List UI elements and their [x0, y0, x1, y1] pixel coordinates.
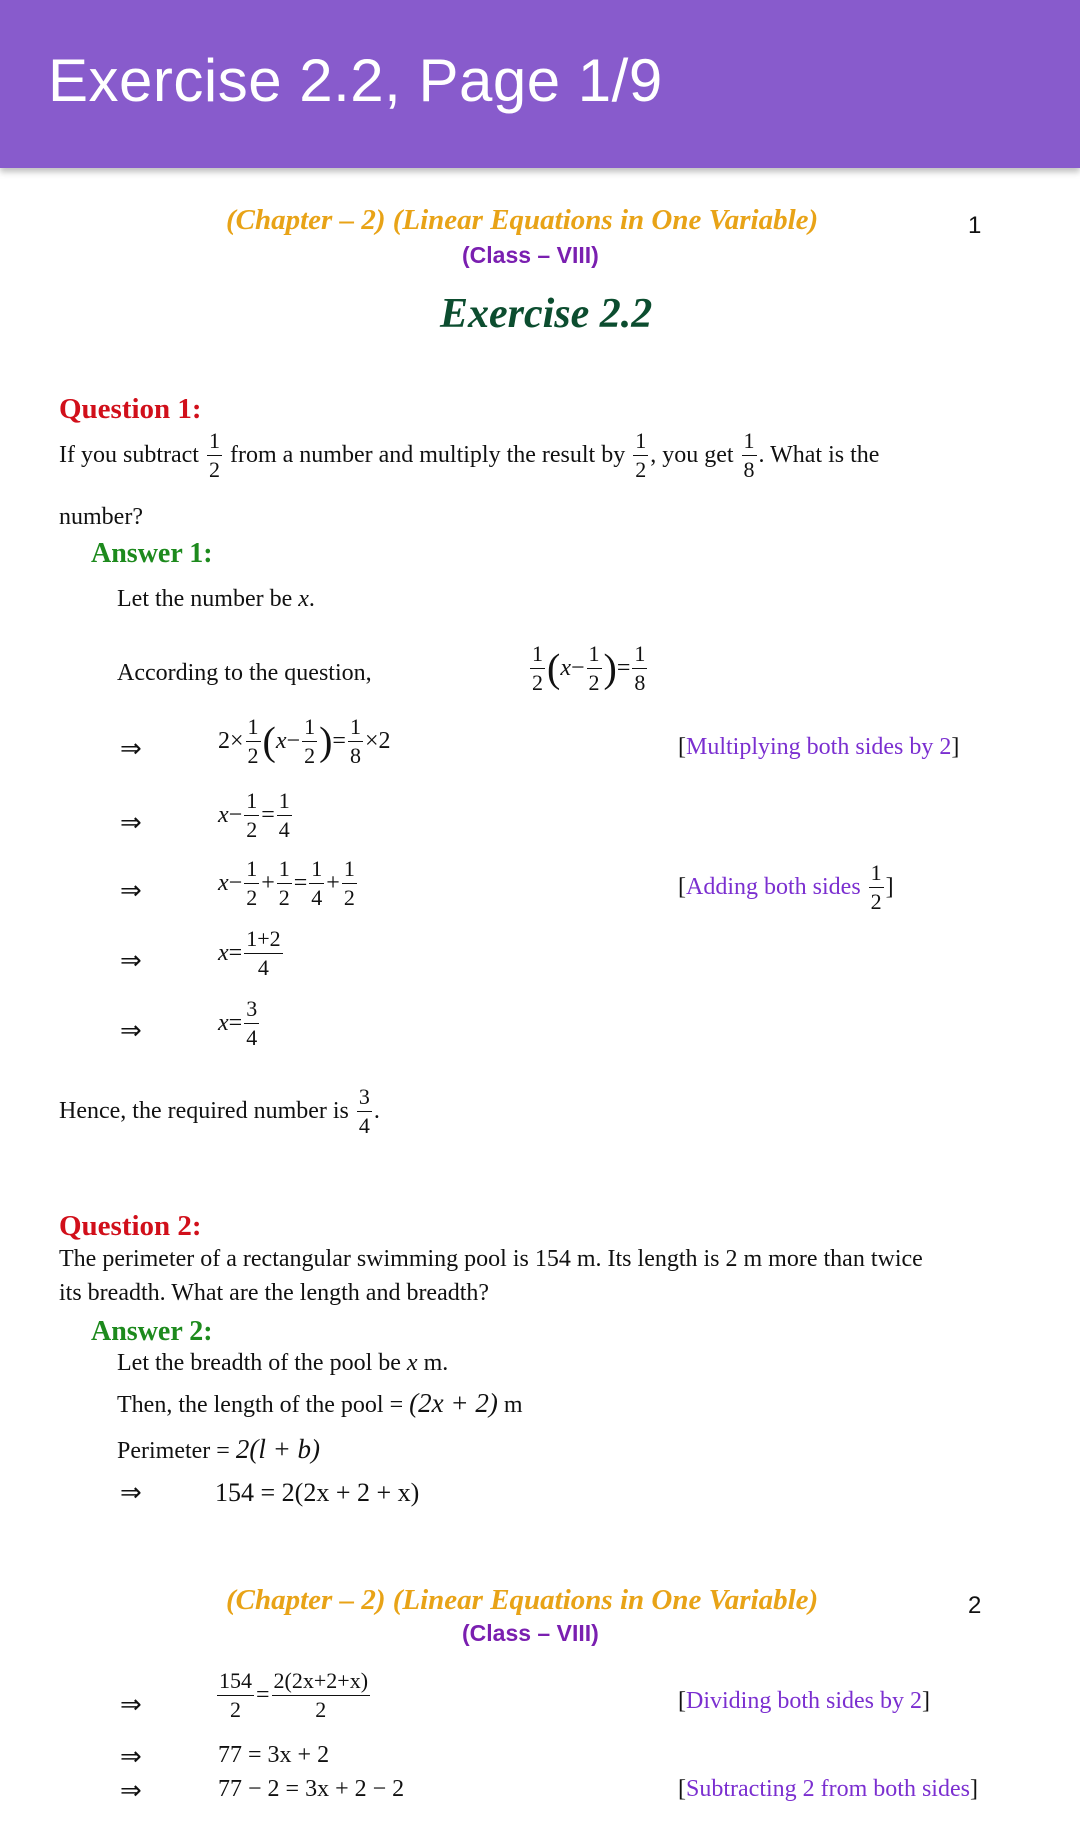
implies-symbol: ⇒	[120, 1776, 142, 1806]
equation-divide: $\frac{154}{2}$ = $\frac{2(2x+2+x)}{2}$	[219, 1668, 369, 1722]
document-page[interactable]	[0, 168, 1080, 1848]
page-number: 1	[968, 212, 982, 239]
answer-1-according: According to the question,	[117, 660, 372, 686]
note-multiplying: [Multiplying both sides by 2]	[678, 734, 960, 760]
answer-1-conclusion: Hence, the required number is $\frac{3}{4}$ .	[59, 1084, 380, 1138]
chapter-heading-page-2: (Chapter – 2) (Linear Equations in One Variable)	[226, 1584, 819, 1616]
class-label-page-2: (Class – VIII)	[462, 1620, 599, 1646]
implies-symbol: ⇒	[120, 734, 142, 764]
question-1-label: Question 1:	[59, 393, 202, 425]
page-number-2: 2	[968, 1592, 982, 1619]
question-2-text-line1: The perimeter of a rectangular swimming pool is 154 m. Its length is 2 m more than twice	[59, 1246, 923, 1272]
app-bar-title: Exercise 2.2, Page 1/9	[48, 47, 663, 114]
answer-1-label: Answer 1:	[91, 538, 213, 569]
chapter-heading: (Chapter – 2) (Linear Equations in One Variable)	[226, 204, 819, 236]
implies-symbol: ⇒	[120, 1690, 142, 1720]
implies-symbol: ⇒	[120, 1478, 142, 1508]
equation-2: 2× $\frac{1}{2}$ (x− $\frac{1}{2}$ )= $\frac{1}{8}$ ×2	[218, 714, 391, 768]
answer-2-breadth: Let the breadth of the pool be x m.	[117, 1350, 449, 1376]
app-bar	[0, 0, 1080, 168]
note-subtracting: [Subtracting 2 from both sides]	[678, 1776, 978, 1802]
answer-2-perimeter: Perimeter = 2(l + b)	[117, 1434, 321, 1464]
question-2-text-line2: its breadth. What are the length and breadth?	[59, 1280, 490, 1306]
equation-5: x= $\frac{1+2}{4}$	[218, 926, 281, 980]
equation-77: 77 = 3x + 2	[218, 1742, 330, 1768]
implies-symbol: ⇒	[120, 808, 142, 838]
question-1-text: If you subtract $\frac{1}{2}$ from a number and multiply the result by $\frac{1}{2}$ , you get $\frac{1}{8}$ . What is the	[59, 428, 880, 482]
equation-154: 154 = 2(2x + 2 + x)	[215, 1478, 420, 1507]
implies-symbol: ⇒	[120, 1742, 142, 1772]
answer-1-let: Let the number be x.	[117, 586, 315, 612]
exercise-title: Exercise 2.2	[440, 291, 653, 337]
answer-2-label: Answer 2:	[91, 1316, 213, 1347]
equation-77-minus: 77 − 2 = 3x + 2 − 2	[218, 1776, 405, 1802]
equation-6: x= $\frac{3}{4}$	[218, 996, 258, 1050]
answer-2-length: Then, the length of the pool = (2x + 2) m	[117, 1388, 523, 1418]
question-1-text-end: number?	[59, 504, 143, 530]
equation-1: $\frac{1}{2}$ (x− $\frac{1}{2}$ )= $\frac{1}{8}$	[532, 641, 646, 695]
equation-3: x− $\frac{1}{2}$ = $\frac{1}{4}$	[218, 788, 290, 842]
note-adding: [Adding both sides $\frac{1}{2}$ ]	[678, 860, 894, 914]
implies-symbol: ⇒	[120, 876, 142, 906]
implies-symbol: ⇒	[120, 946, 142, 976]
class-label: (Class – VIII)	[462, 242, 599, 268]
note-dividing: [Dividing both sides by 2]	[678, 1688, 931, 1714]
question-2-label: Question 2:	[59, 1210, 202, 1242]
implies-symbol: ⇒	[120, 1016, 142, 1046]
equation-4: x− $\frac{1}{2}$ + $\frac{1}{2}$ = $\frac{1}{4}$ + $\frac{1}{2}$	[218, 856, 355, 910]
